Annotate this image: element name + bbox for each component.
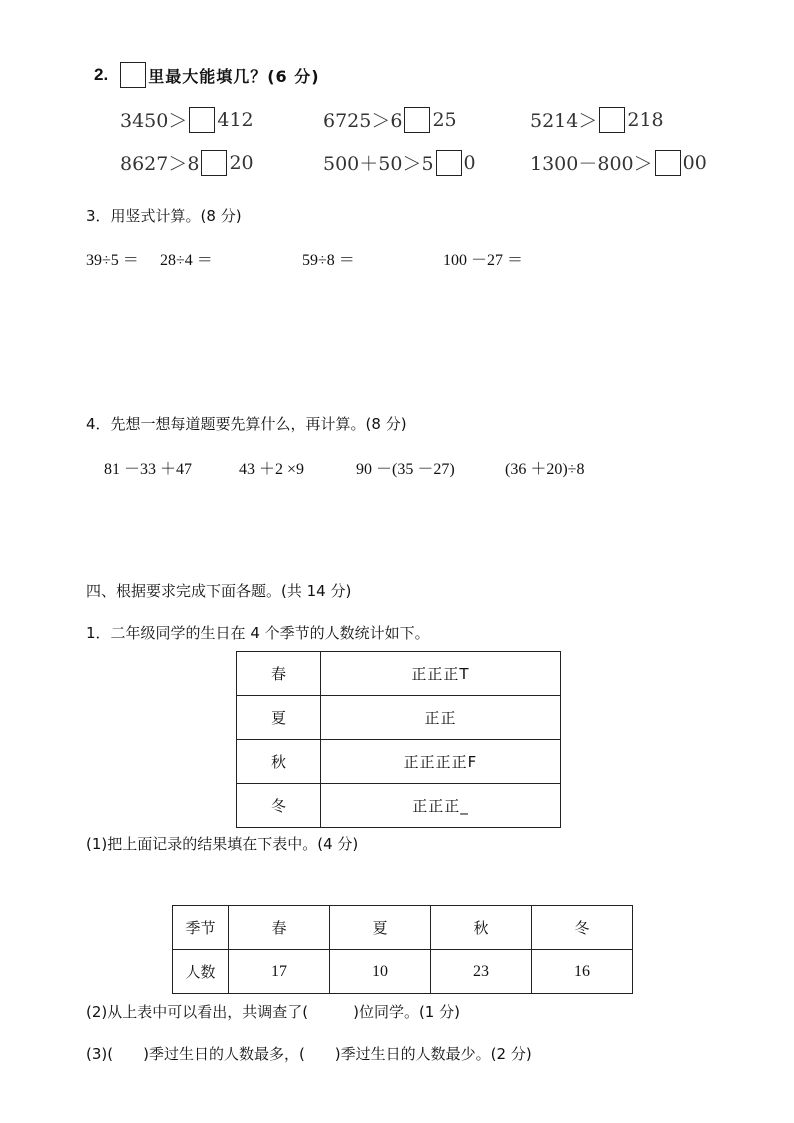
season-cell: 秋 xyxy=(237,740,321,784)
calc-problem: 100 －27 ＝ xyxy=(443,252,524,269)
calc-problem: 90 －(35 －27) xyxy=(356,461,455,478)
sub-question-1: (1)把上面记录的结果填在下表中。(4 分) xyxy=(86,835,359,853)
tally-marks-cell: 正正 xyxy=(321,696,561,740)
q2-item xyxy=(530,106,664,133)
answer-box[interactable] xyxy=(201,150,227,176)
table-row xyxy=(173,906,633,950)
tally-table xyxy=(236,651,561,828)
question-2-title xyxy=(94,62,320,88)
q2-item-right: 20 xyxy=(229,151,254,174)
season-cell: 冬 xyxy=(237,784,321,828)
q2-item xyxy=(120,106,254,133)
calc-problem: 59÷8 ＝ xyxy=(302,252,355,269)
calc-problem: 43 ＋2 ×9 xyxy=(239,461,305,478)
season-header: 秋 xyxy=(431,906,532,950)
q2-item-right: 00 xyxy=(682,151,707,174)
answer-box[interactable] xyxy=(189,107,215,133)
q2-item-left: 500＋50＞5 xyxy=(323,153,434,175)
table-row xyxy=(237,784,561,828)
q2-item-left: 5214＞ xyxy=(530,110,598,132)
row-header: 季节 xyxy=(173,906,229,950)
answer-box[interactable] xyxy=(599,107,625,133)
row-header: 人数 xyxy=(173,950,229,994)
question-3-title: 3．用竖式计算。(8 分) xyxy=(86,207,242,225)
tally-marks-cell: 正正正正F xyxy=(321,740,561,784)
season-header: 夏 xyxy=(330,906,431,950)
table-row xyxy=(237,652,561,696)
q2-item xyxy=(323,106,457,133)
calc-problem: 28÷4 ＝ xyxy=(160,252,213,269)
q2-item-right: 412 xyxy=(217,108,254,131)
table-row xyxy=(237,740,561,784)
calc-problem: (36 ＋20)÷8 xyxy=(505,461,585,478)
sub-question-2: (2)从上表中可以看出，共调查了( )位同学。(1 分) xyxy=(86,1003,460,1021)
result-table xyxy=(172,905,633,994)
question-4-title: 4．先想一想每道题要先算什么，再计算。(8 分) xyxy=(86,415,407,433)
q2-item-left: 1300－800＞ xyxy=(530,153,653,175)
tally-marks-cell: 正正正_ xyxy=(321,784,561,828)
season-header: 冬 xyxy=(532,906,633,950)
calc-problem: 81 －33 ＋47 xyxy=(104,461,193,478)
q2-item xyxy=(323,149,476,176)
q2-item-right: 218 xyxy=(627,108,664,131)
question-1-title: 1．二年级同学的生日在 4 个季节的人数统计如下。 xyxy=(86,624,430,642)
question-text: 里最大能填几？(6 分) xyxy=(148,66,320,86)
count-cell[interactable]: 10 xyxy=(330,950,431,994)
tally-marks-cell: 正正正T xyxy=(321,652,561,696)
count-cell[interactable]: 17 xyxy=(229,950,330,994)
answer-box[interactable] xyxy=(120,62,146,88)
table-row xyxy=(173,950,633,994)
season-cell: 春 xyxy=(237,652,321,696)
q2-item-left: 8627＞8 xyxy=(120,153,200,175)
answer-box[interactable] xyxy=(436,150,462,176)
q2-item-right: 25 xyxy=(432,108,457,131)
season-header: 春 xyxy=(229,906,330,950)
count-cell[interactable]: 23 xyxy=(431,950,532,994)
q2-item-left: 6725＞6 xyxy=(323,110,403,132)
season-cell: 夏 xyxy=(237,696,321,740)
answer-box[interactable] xyxy=(655,150,681,176)
q2-item-left: 3450＞ xyxy=(120,110,188,132)
sub-question-3: (3)( )季过生日的人数最多，( )季过生日的人数最少。(2 分) xyxy=(86,1045,532,1063)
q2-item-right: 0 xyxy=(463,151,476,174)
table-row xyxy=(237,696,561,740)
section-heading: 四、根据要求完成下面各题。(共 14 分) xyxy=(86,582,352,600)
count-cell[interactable]: 16 xyxy=(532,950,633,994)
answer-box[interactable] xyxy=(404,107,430,133)
q2-item xyxy=(530,149,707,176)
q2-item xyxy=(120,149,254,176)
question-number: 2. xyxy=(94,65,109,84)
calc-problem: 39÷5 ＝ xyxy=(86,252,139,269)
